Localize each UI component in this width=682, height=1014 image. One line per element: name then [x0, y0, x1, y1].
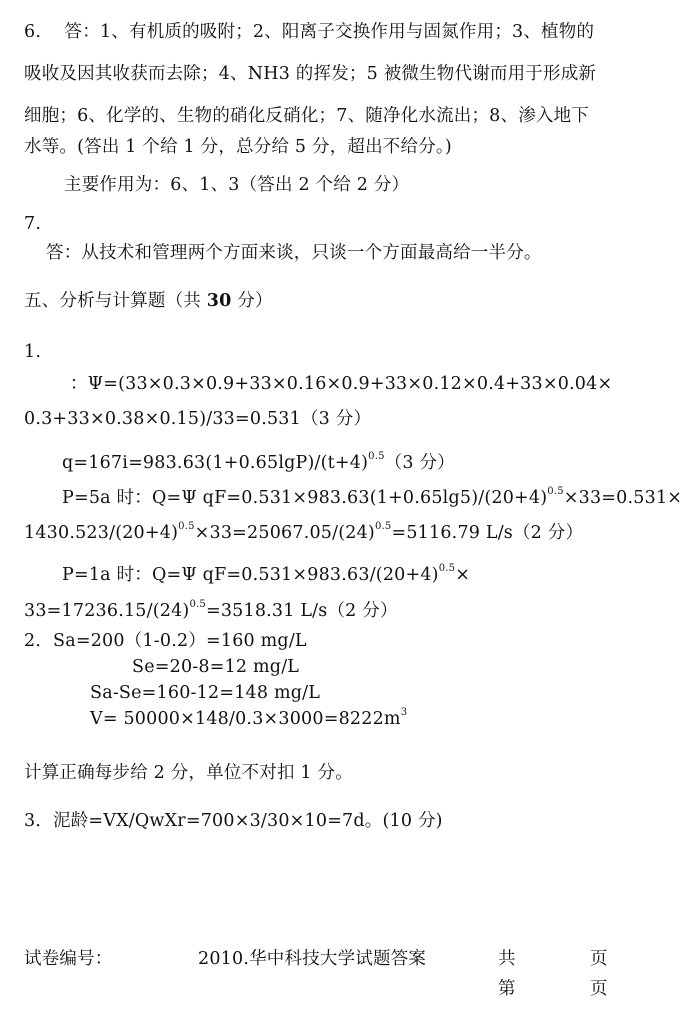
volume-exponent: 3: [400, 707, 408, 718]
calc2-line-3: Sa-Se=160-12=148 mg/L: [90, 683, 321, 703]
calc2-line-4: [90, 708, 407, 730]
section-5-points: 30: [206, 291, 232, 311]
p5-text-a: P=5a 时：Q=Ψ qF=0.531×983.63(1+0.65lg5)/(20+4): [62, 488, 548, 508]
q6-line-4: 水等。(答出 1 个给 1 分，总分给 5 分，超出不给分。): [24, 137, 452, 157]
p5-exponent-1: 0.5: [547, 486, 564, 497]
calc3-line: 3．泥龄=VX/QwXr=700×3/30×10=7d。(10 分): [24, 811, 443, 831]
p1-text-a: P=1a 时：Q=Ψ qF=0.531×983.63/(20+4): [62, 565, 439, 585]
q6-line-1: 6. 答：1、有机质的吸附；2、阳离子交换作用与固氮作用；3、植物的: [24, 22, 595, 42]
footer-total-pages-unit: 页: [590, 949, 608, 969]
q7-answer: 答：从技术和管理两个方面来谈，只谈一个方面最高给一半分。: [46, 243, 542, 263]
calc2-line-1: 2．Sa=200（1-0.2）=160 mg/L: [24, 631, 307, 651]
p1-text-b: ×: [455, 565, 471, 585]
section-5-title-prefix: 五、分析与计算题（共: [24, 291, 207, 311]
calc1-p5-line-2: [24, 522, 583, 544]
q-formula-exponent: 0.5: [368, 451, 385, 462]
footer-current-label: 第: [498, 979, 516, 999]
footer-total-label: 共: [498, 949, 516, 969]
calc1-psi-line-2: 0.3+33×0.38×0.15)/33=0.531（3 分）: [24, 409, 372, 429]
calc1-number: 1.: [24, 342, 42, 362]
calc1-p5-line-1: [62, 487, 682, 509]
footer-current-page-unit: 页: [590, 979, 608, 999]
q6-main-roles: 主要作用为：6、1、3（答出 2 个给 2 分）: [64, 175, 410, 195]
p5-exponent-2: 0.5: [178, 521, 195, 532]
p1-exponent-1: 0.5: [438, 563, 456, 574]
q-formula-score: （3 分）: [384, 453, 455, 473]
p1-text-c: 33=17236.15/(24): [24, 601, 190, 621]
volume-formula: V= 50000×148/0.3×3000=8222m: [90, 709, 401, 729]
p5-text-b: ×33=0.531×: [563, 488, 682, 508]
calc1-psi-line-1: ：Ψ=(33×0.3×0.9+33×0.16×0.9+33×0.12×0.4+33×0.04×: [70, 374, 613, 394]
calc1-q-formula: [62, 452, 455, 474]
q6-line-3: 细胞；6、化学的、生物的硝化反硝化；7、随净化水流出；8、渗入地下: [24, 106, 589, 126]
p1-text-d: =3518.31 L/s（2 分）: [205, 601, 398, 621]
footer-title: 2010.华中科技大学试题答案: [198, 949, 427, 969]
p5-text-d: ×33=25067.05/(24): [194, 523, 375, 543]
p1-exponent-2: 0.5: [189, 599, 206, 610]
footer-paper-number: 试卷编号：: [24, 949, 113, 969]
p5-text-e: =5116.79 L/s（2 分）: [391, 523, 584, 543]
section-5-title-suffix: 分）: [231, 291, 273, 311]
section-5-title: [24, 290, 273, 312]
calc2-line-2: Se=20-8=12 mg/L: [132, 657, 300, 677]
p5-text-c: 1430.523/(20+4): [24, 523, 179, 543]
q7-number: 7.: [24, 214, 42, 234]
q6-line-2: 吸收及因其收获而去除；4、NH3 的挥发；5 被微生物代谢而用于形成新: [24, 64, 597, 84]
q-formula-text: q=167i=983.63(1+0.65lgP)/(t+4): [62, 453, 369, 473]
calc1-p1-line-1: [62, 564, 470, 586]
p5-exponent-3: 0.5: [374, 521, 392, 532]
calc2-scoring-note: 计算正确每步给 2 分，单位不对扣 1 分。: [24, 763, 353, 783]
calc1-p1-line-2: [24, 600, 398, 622]
